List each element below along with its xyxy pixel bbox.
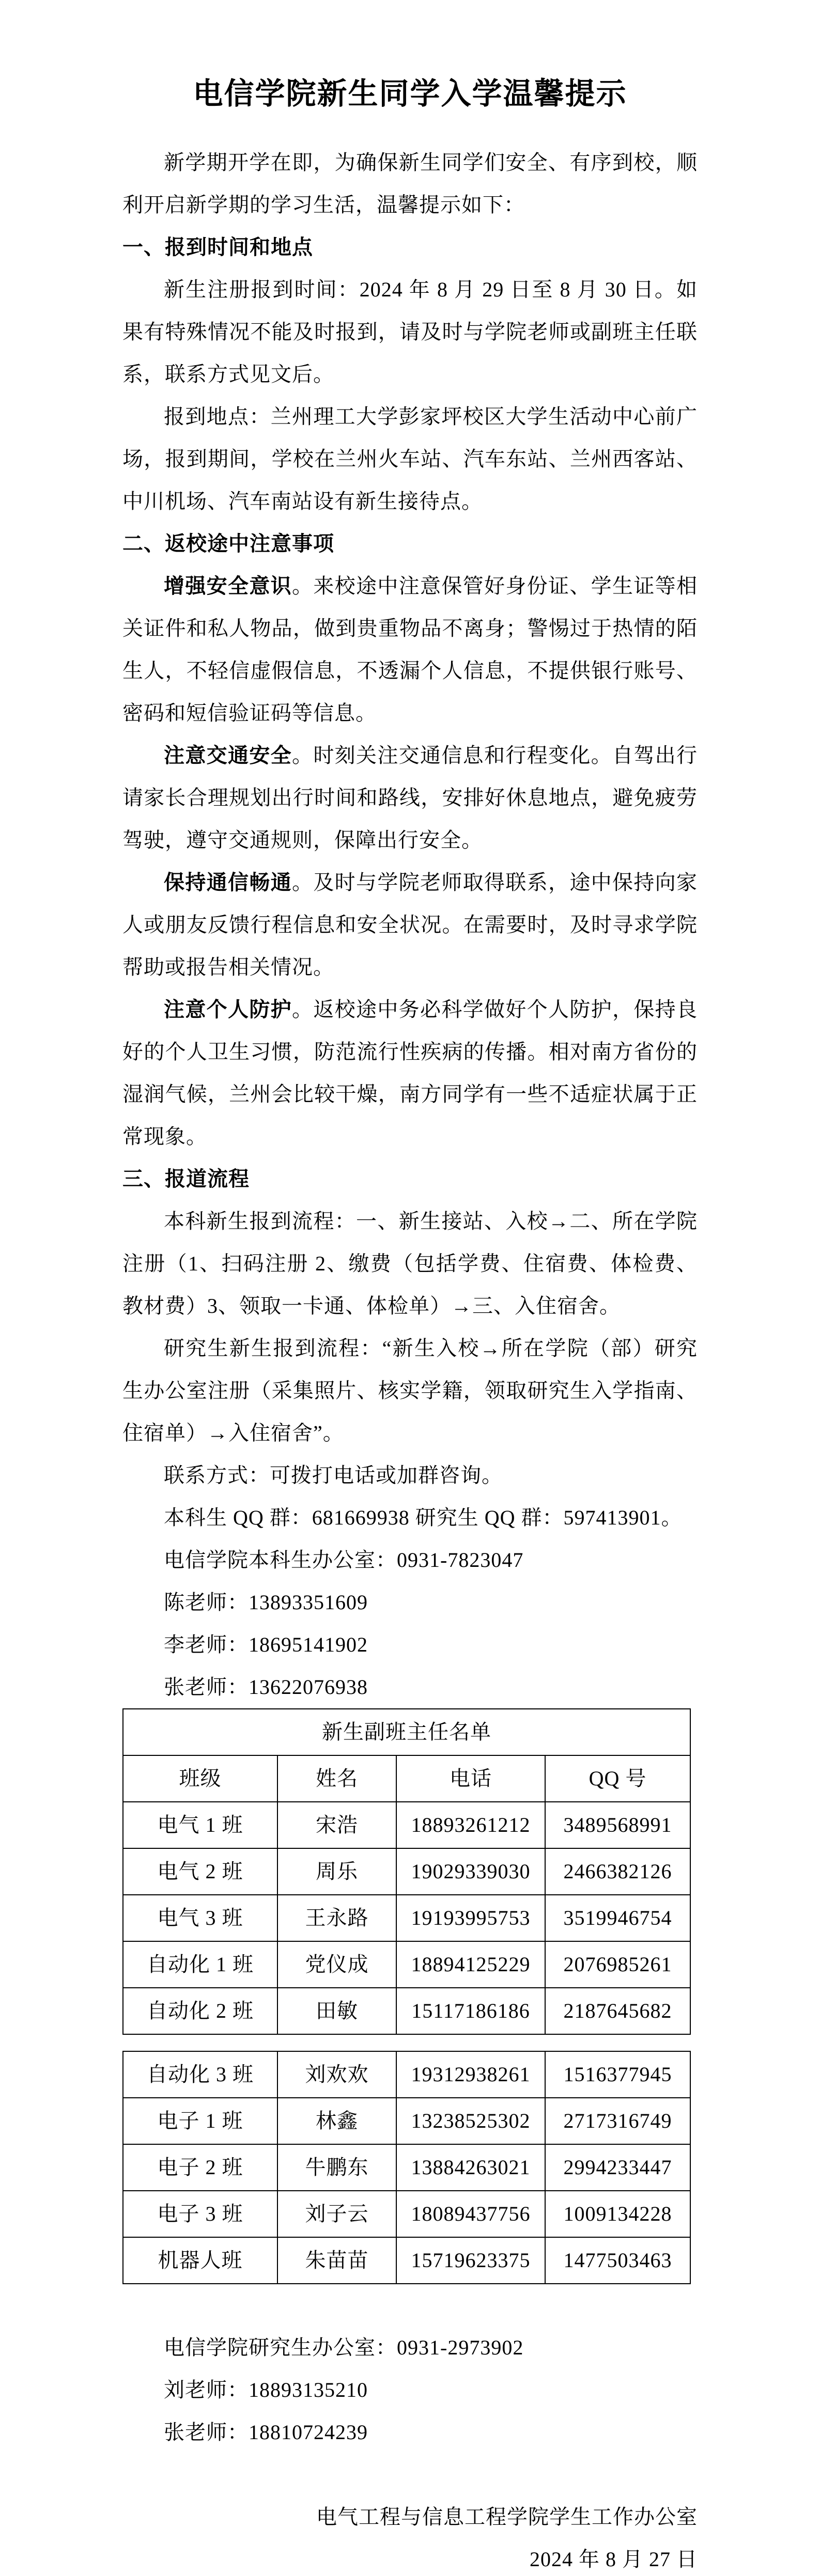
col-header-phone: 电话 (396, 1755, 545, 1802)
section3-paragraph-contact-method: 联系方式：可拨打电话或加群咨询。 (164, 1464, 503, 1487)
paragraph-text: 。及时与学院老师取得联系，途中保持向家人或朋友反馈行程信息和安全状况。在需要时，及时寻求学院帮助或报告相关情况。 (122, 871, 698, 979)
col-header-qq: QQ 号 (545, 1755, 690, 1802)
paragraph-text: 。返校途中务必科学做好个人防护，保持良好的个人卫生习惯，防范流行性疾病的传播。相对南方省份的湿润气候，兰州会比较干燥，南方同学有一些不适症状属于正常现象。 (122, 998, 698, 1148)
cell-qq: 3489568991 (545, 1802, 690, 1848)
cell-qq: 2076985261 (545, 1941, 690, 1988)
table-row (123, 1895, 690, 1941)
section3-paragraph-postgrad-flow: 研究生新生报到流程：“新生入校→所在学院（部）研究生办公室注册（采集照片、核实学籍，领取研究生入学指南、住宿单）→入住宿舍”。 (122, 1337, 698, 1444)
table-row (123, 2098, 690, 2144)
teacher-chen-phone-line: 陈老师：13893351609 (164, 1591, 368, 1614)
cell-qq: 2466382126 (545, 1848, 690, 1895)
cell-name: 刘子云 (277, 2191, 396, 2237)
cell-class: 电子 2 班 (123, 2144, 277, 2191)
cell-name: 牛鹏东 (277, 2144, 396, 2191)
cell-name: 王永路 (277, 1895, 396, 1941)
table-row (123, 1988, 690, 2034)
section2-paragraph-3 (122, 861, 698, 988)
cell-name: 周乐 (277, 1848, 396, 1895)
cell-class: 电气 1 班 (123, 1802, 277, 1848)
qq-group-line: 本科生 QQ 群：681669938 研究生 QQ 群：597413901。 (164, 1506, 683, 1529)
cell-qq: 2187645682 (545, 1988, 690, 2034)
cell-phone: 18089437756 (396, 2191, 545, 2237)
date-line: 2024 年 8 月 27 日 (530, 2548, 698, 2571)
signature-line: 电气工程与信息工程学院学生工作办公室 (316, 2505, 698, 2528)
cell-phone: 13884263021 (396, 2144, 545, 2191)
cell-qq: 1516377945 (545, 2051, 690, 2098)
table-row (123, 1802, 690, 1848)
section2-paragraph-1 (122, 565, 698, 734)
bold-lead-keep-contact: 保持通信畅通 (164, 871, 292, 894)
teacher-li-phone-line: 李老师：18695141902 (164, 1633, 368, 1656)
postgrad-office-phone-line: 电信学院研究生办公室：0931-2973902 (164, 2336, 524, 2359)
cell-name: 田敏 (277, 1988, 396, 2034)
cell-name: 朱苗苗 (277, 2237, 396, 2284)
cell-phone: 18894125229 (396, 1941, 545, 1988)
table-title-row (123, 1709, 690, 1755)
cell-phone: 19193995753 (396, 1895, 545, 1941)
section3-paragraph-undergrad-flow: 本科新生报到流程：一、新生接站、入校→二、所在学院注册（1、扫码注册 2、缴费（包括学费、住宿费、体检费、教材费）3、领取一卡通、体检单）→三、入住宿舍。 (122, 1210, 698, 1317)
cell-qq: 3519946754 (545, 1895, 690, 1941)
paragraph-text: 。来校途中注意保管好身份证、学生证等相关证件和私人物品，做到贵重物品不离身；警惕过于热情的陌生人，不轻信虚假信息，不透漏个人信息，不提供银行账号、密码和短信验证码等信息。 (122, 574, 698, 725)
cell-phone: 15117186186 (396, 1988, 545, 2034)
cell-qq: 2717316749 (545, 2098, 690, 2144)
table-row (123, 2144, 690, 2191)
section2-heading: 二、返校途中注意事项 (122, 532, 334, 555)
table-header-row (123, 1755, 690, 1802)
cell-phone: 18893261212 (396, 1802, 545, 1848)
cell-name: 林鑫 (277, 2098, 396, 2144)
paragraph-text: 。时刻关注交通信息和行程变化。自驾出行请家长合理规划出行时间和路线，安排好休息地点，避免疲劳驾驶，遵守交通规则，保障出行安全。 (122, 744, 698, 852)
teacher-zhang2-phone-line: 张老师：18810724239 (164, 2421, 368, 2444)
cell-class: 电子 1 班 (123, 2098, 277, 2144)
table-title: 新生副班主任名单 (123, 1709, 690, 1755)
cell-class: 自动化 3 班 (123, 2051, 277, 2098)
cell-name: 宋浩 (277, 1802, 396, 1848)
bold-lead-safety-awareness: 增强安全意识 (164, 575, 292, 598)
cell-qq: 2994233447 (545, 2144, 690, 2191)
section1-paragraph-1: 新生注册报到时间：2024 年 8 月 29 日至 8 月 30 日。如果有特殊情况不能及时报到，请及时与学院老师或副班主任联系，联系方式见文后。 (122, 278, 698, 386)
undergrad-office-phone-line: 电信学院本科生办公室：0931-7823047 (164, 1548, 524, 1572)
table-row (123, 1848, 690, 1895)
document-title: 电信学院新生同学入学温馨提示 (193, 77, 627, 111)
advisor-roster-table-part2 (122, 2051, 691, 2284)
table-row (123, 1941, 690, 1988)
teacher-zhang-phone-line: 张老师：13622076938 (164, 1675, 368, 1699)
bold-lead-personal-protection: 注意个人防护 (164, 998, 292, 1021)
table-row (123, 2191, 690, 2237)
col-header-name: 姓名 (277, 1755, 396, 1802)
cell-class: 电气 3 班 (123, 1895, 277, 1941)
cell-qq: 1009134228 (545, 2191, 690, 2237)
cell-class: 自动化 2 班 (123, 1988, 277, 2034)
intro-paragraph: 新学期开学在即，为确保新生同学们安全、有序到校，顺利开启新学期的学习生活，温馨提示如下： (122, 151, 698, 216)
cell-phone: 19029339030 (396, 1848, 545, 1895)
section2-paragraph-4 (122, 988, 698, 1158)
table-row (123, 2237, 690, 2284)
cell-class: 电气 2 班 (123, 1848, 277, 1895)
cell-name: 党仪成 (277, 1941, 396, 1988)
advisor-roster-table-part1 (122, 1708, 691, 2035)
table-row (123, 2051, 690, 2098)
section1-heading: 一、报到时间和地点 (122, 236, 313, 259)
cell-class: 自动化 1 班 (123, 1941, 277, 1988)
cell-class: 机器人班 (123, 2237, 277, 2284)
bold-lead-traffic-safety: 注意交通安全 (164, 744, 292, 767)
cell-class: 电子 3 班 (123, 2191, 277, 2237)
col-header-class: 班级 (123, 1755, 277, 1802)
teacher-liu-phone-line: 刘老师：18893135210 (164, 2378, 368, 2401)
section3-heading: 三、报道流程 (122, 1168, 250, 1190)
section1-paragraph-2: 报到地点：兰州理工大学彭家坪校区大学生活动中心前广场，报到期间，学校在兰州火车站、汽车东站、兰州西客站、中川机场、汽车南站设有新生接待点。 (122, 405, 698, 513)
cell-phone: 15719623375 (396, 2237, 545, 2284)
cell-name: 刘欢欢 (277, 2051, 396, 2098)
cell-phone: 13238525302 (396, 2098, 545, 2144)
cell-phone: 19312938261 (396, 2051, 545, 2098)
cell-qq: 1477503463 (545, 2237, 690, 2284)
section2-paragraph-2 (122, 734, 698, 861)
